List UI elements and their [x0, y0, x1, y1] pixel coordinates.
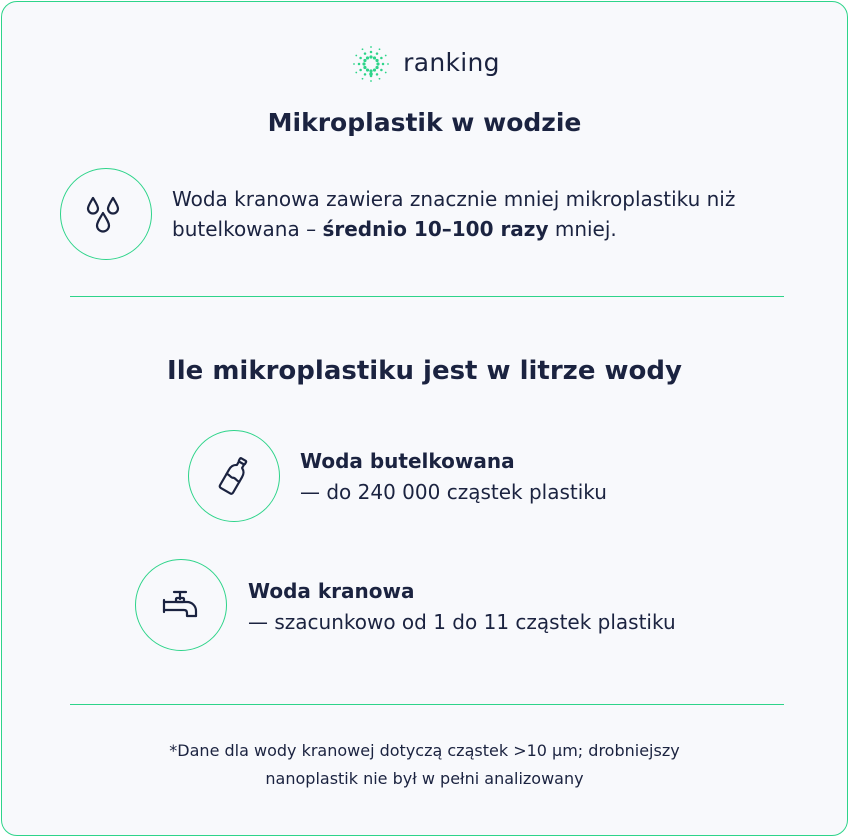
section-title-per-liter: Ile mikroplastiku jest w litrze wody [167, 356, 682, 386]
divider-top [70, 296, 784, 297]
section-title-microplastic: Mikroplastik w wodzie [267, 108, 582, 137]
intro-text-part2: mniej. [548, 217, 617, 241]
faucet-icon-circle [135, 559, 227, 651]
water-drops-icon [81, 189, 131, 239]
footnote [2, 737, 847, 793]
brand-logo [2, 40, 847, 84]
bottled-water-detail: — do 240 000 cząstek plastiku [300, 480, 607, 504]
intro-text [172, 184, 812, 244]
divider-bottom [70, 704, 784, 705]
water-drops-icon-circle [60, 168, 152, 260]
infographic-card [1, 1, 848, 836]
footnote-line1: *Dane dla wody kranowej dotyczą cząstek >10 µm; drobniejszy [169, 741, 680, 760]
bottle-icon-circle [188, 430, 280, 522]
footnote-line2: nanoplastik nie był w pełni analizowany [265, 769, 584, 788]
brand-name: ranking [403, 47, 500, 77]
tap-water-detail: — szacunkowo od 1 do 11 cząstek plastiku [248, 610, 676, 634]
tap-water-title: Woda kranowa [248, 579, 415, 603]
sparkle-dots-icon [349, 40, 393, 84]
intro-text-highlight: średnio 10–100 razy [322, 217, 549, 241]
intro-text-part1: Woda kranowa zawiera znacznie mniej mikroplastiku niż butelkowana – [172, 187, 736, 241]
bottled-water-title: Woda butelkowana [300, 449, 515, 473]
bottle-icon [209, 451, 259, 501]
faucet-icon [156, 580, 206, 630]
